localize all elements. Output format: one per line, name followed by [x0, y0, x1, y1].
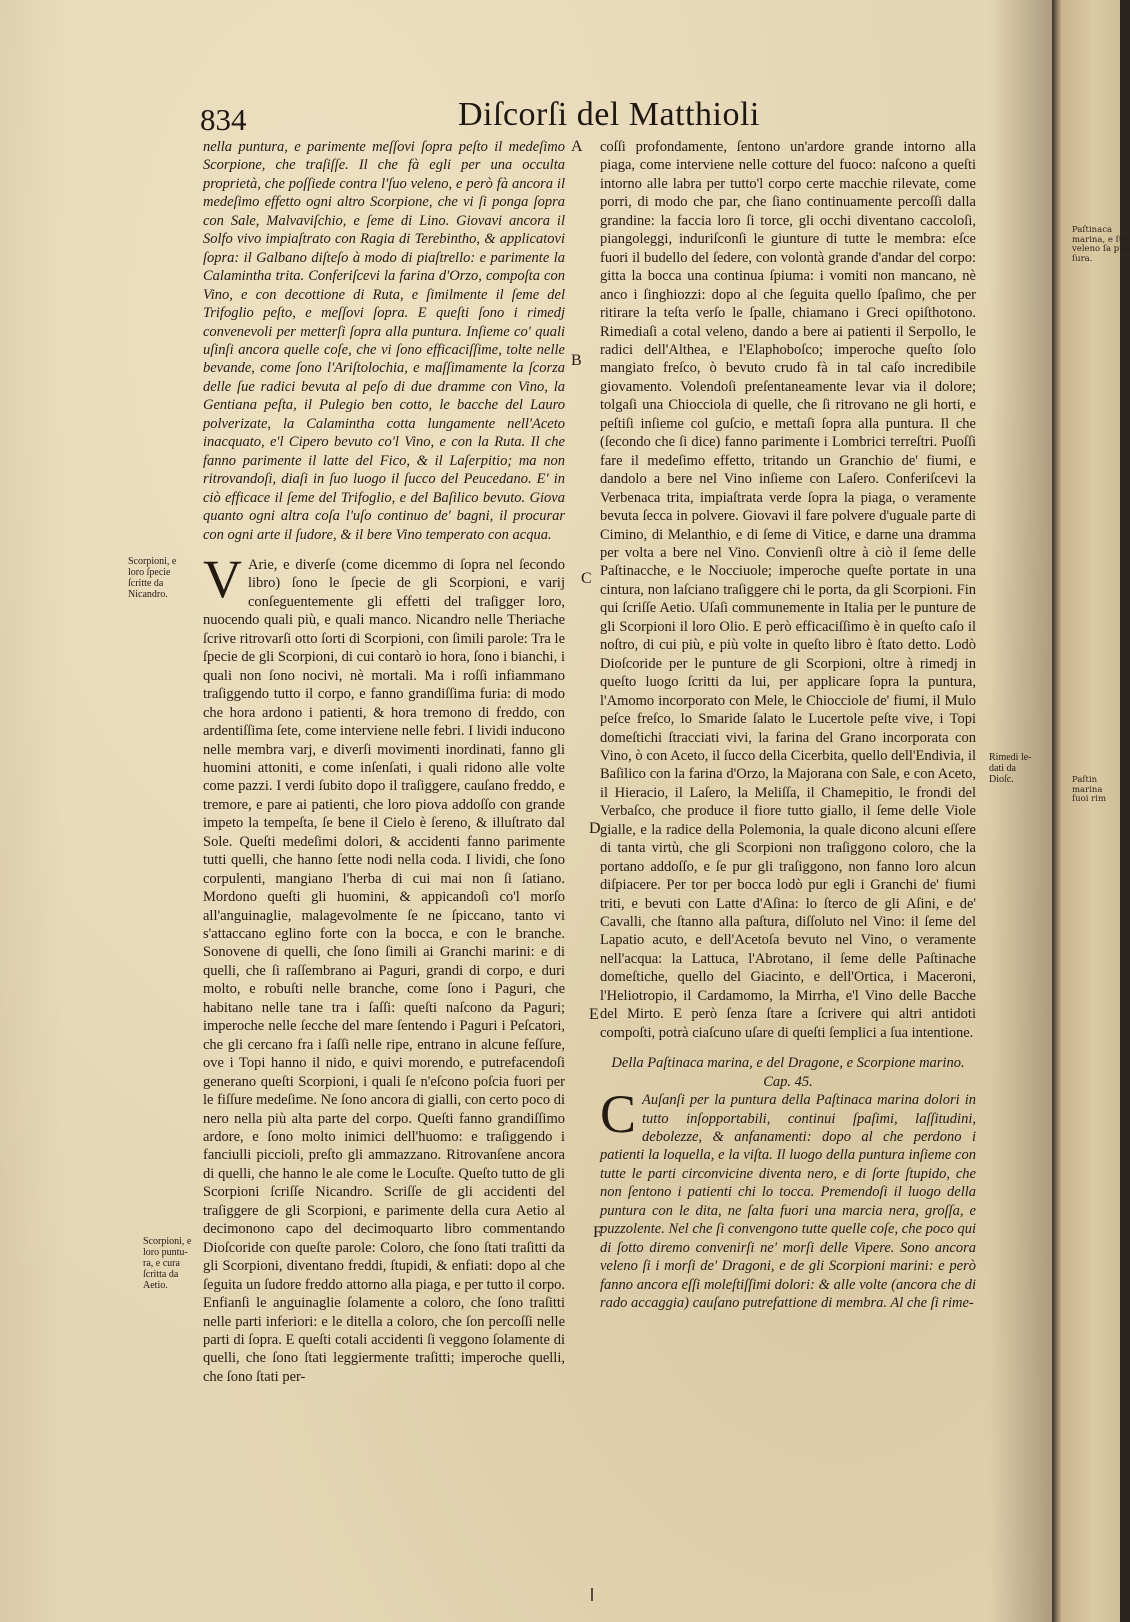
section-marker-b: B	[571, 352, 582, 369]
margin-note-nicandro: Scorpioni, e loro ſpecie ſcritte da Nicandro.	[128, 556, 177, 600]
adjacent-note-2: Paſtin marina ſuoi rim	[1072, 775, 1106, 804]
chapter-text: Auſanſi per la puntura della Paſtinaca marina dolori in tutto inſopportabili, continui ſpaſimi, laſſitudini, debolezze, & anfanamenti: dopo al che perdono i patienti la loquella, e la viſta. Il luogo della puntura inſieme con tutte le parti circonvicine diventa nero, e di ſorte ſtupido, che non ſentono i patienti chi lo tocca. Premendoſi il luogo della puntura con le dita, ne ſalta fuori una marcia nera, groſſa, e puzzolente. Nel che ſi convengono tutte quelle coſe, che poco qui di ſotto diremo convenirſi ne' morſi delle Vipere. Sono ancora veleno ſi i morſi de' Dragoni, e de gli Scorpioni marini: e però fanno ancora eſſi moleſtiſſimi dolori: & alle volte (ancora che di rado accaggia) cauſano putrefattione di membra. Al che ſi rime-	[600, 1092, 976, 1312]
right-roman-paragraph: coſſi profondamente, ſentono un'ardore grande intorno alla piaga, come interviene nelle cotture del fuoco: naſcono a queſti intorno alle labra per tutto'l corpo certe macchie rilevate, come porri, di modo che par, che ſiano continuamente percoſſi dalla grandine: la faccia loro ſi torce, gli occhi diventano caccoloſi, piangoleggi, induriſconſi le giunture di tutte le membra: eſce fuori il budello del ſedere, con volontà grande d'andar del corpo: gitta la bocca una continua ſpiuma: i vomiti non mancano, nè anco i ſinghiozzi: dopo al che ſeguita quello ſpaſimo, che per ritirare la teſta verſo le ſpalle, chiamano i Greci opiſthotono. Rimediaſi a cotal veleno, dando a bere ai patienti il Serpollo, le radici dell'Althea, e l'Elaphoboſco; imperoche queſto ſolo mangiato freſco, ò bevuto crudo fà in tal caſo incredibile giovamento. Volendoſi preſentaneamente levar via il dolore; tolgaſi una Chiocciola di quelle, che ſi ritrovano ne gli horti, e peſtiſi inſieme col guſcio, e mettaſi ſopra alla puntura. Il che (ſecondo che ſi dice) fanno parimente i Lombrici terreſtri. Puoſſi fare il medeſimo effetto, tritando un Granchio de' fiumi, e dandolo a bere nel Vino inſieme con Laſero. Conferiſcevi la Verbenaca trita, impiaſtrata verde ſopra la piaga, o veramente bevuta ſecca in polvere. Giovavi il fare polvere d'uguale parte di Cimino, di Melanthio, e di ſeme di Vitice, e darne una dramma per volta a bere nel Vino. Convienſi oltre à ciò il ſeme delle Paſtinacche, e le Nocciuole; imperoche queſte portate in una cintura, non laſciano traſiggere chi le porta, da gli Scorpioni. Fin qui ſcriſſe Aetio. Uſaſi communemente in Italia per le punture de gli Scorpioni il loro Olio. E però efficaciſſimo è in queſto caſo il noſtro, di cui più, e più volte in queſto libro è ſtato detto. Lodò Dioſcoride per le punture de gli Scorpioni, oltre à rimedj in queſto luogo ſcritti da lui, per applicare ſopra la puntura, l'Amomo incorporato con Mele, le Chiocciole de' fiumi, il Mulo peſce freſco, lo Smaride ſalato le Lucertole peſte vive, i Topi domeſtichi ſtracciati vivi, la farina del Grano incorporata con Vino, ò con Aceto, il ſucco della Cicerbita, quello dell'Endivia, il Baſilico con la farina d'Orzo, la Majorana con Sale, e con Aceto, il Hieracio, il Laſero, la Meliſſa, il Chamepitio, le frondi del Verbaſco, che produce il fiore tutto giallo, il ſeme delle Viole gialle, e la radice della Polemonia, la quale dicono alcuni eſſere di tanta virtù, che gli Scorpioni non traſiggono coloro, che la portano addoſſo, e ſe pur gli traſiggono, non fanno loro alcun diſpiacere. Per tor per bocca lodò pur egli i Granchi de' fiumi triti, e bevuti con Latte d'Aſina: lo ſterco de gli Aſini, e de' Cavalli, che ſtanno alla paſtura, diſſoluto nel Vino: il ſeme del Lapatio acuto, e dell'Acetoſa bevuto nel Vino, o veramente nell'acqua: la Lattuca, l'Abrotano, il ſeme delle Paſtinache domeſtiche, quello del Giacinto, e dell'Ortica, i Maceroni, l'Heliotropio, il Cardamomo, la Mirrha, e'l Vino delle Bacche del Mirto. E però ſenza ſtare a ſcrivere qui altri antidoti compoſti, potrà ciaſcuno uſare di queſti ſemplici a ſua intentione.	[600, 139, 976, 1041]
chapter-paragraph	[600, 1084, 976, 1312]
margin-note-aetio: Scorpioni, e loro puntu- ra, e cura ſcritta da Aetio.	[143, 1236, 192, 1291]
page-header	[200, 96, 980, 136]
section-marker-f: F	[593, 1224, 602, 1241]
left-italic-paragraph: nella puntura, e parimente meſſovi ſopra peſto il medeſimo Scorpione, che traſiſſe. Il che fà egli per una occulta proprietà, che poſſiede contra l'ſuo veleno, e però fà ancora il medeſimo effetto ogni altro Scorpione, che vi ſi ponga ſopra con Sale, Malvaviſchio, e ſeme di Lino. Giovavi ancora il Solfo vivo impiaſtrato con Ragia di Terebintho, & applicatovi ſopra: il Galbano diſteſo à modo di piaſtrello: e parimente la Calamintha trita. Conferiſcevi la farina d'Orzo, compoſta con Vino, e con decottione di Ruta, e ſimilmente il ſeme del Trifoglio peſto, e meſſovi ſopra. E queſti ſono i rimedj convenevoli per metterſi ſopra alla puntura. Inſieme co' quali uſinſi ancora quelle coſe, che vi ſono efficaciſſime, tolte nelle bevande, come ſono l'Ariſtolochia, e maſſimamente la ſcorza delle ſue radici bevuta al peſo di due dramme con Vino, la Gentiana peſta, il Pulegio ben cotto, le bacche del Lauro polverizate, la Calamintha cotta lungamente nell'Aceto inacquato, e'l Cipero bevuto co'l Vino, e con la Ruta. Il che fanno parimente il latte del Fico, & il Laſerpitio; ma non ritrovandoſi, diaſi in ſuo luogo il ſucco del Peucedano. E' in ciò efficace il ſeme del Trifoglio, e del Baſilico bevuto. Giova quanto ogni altra coſa l'uſo continuo de' bagni, il procurar con ogni arte il ſudore, & il bere Vino temperato con acqua.	[203, 139, 565, 543]
margin-note-dioscoride: Rimedi le- dati da Dioſc.	[989, 752, 1032, 785]
page-number: 834	[200, 102, 247, 137]
right-column	[600, 138, 976, 1313]
dropcap-c: C	[600, 1084, 637, 1145]
left-column	[203, 138, 565, 1386]
section-marker-a: A	[571, 138, 583, 155]
section-marker-c: C	[581, 570, 592, 587]
adjacent-note-1: Paſtinaca marina, e ſua veleno ſa pùn ſura.	[1072, 225, 1130, 264]
gutter-mark	[591, 1588, 593, 1601]
section-marker-d: D	[589, 820, 601, 837]
chapter-heading: Della Paſtinaca marina, e del Dragone, e Scorpione marino. Cap. 45.	[611, 1055, 965, 1090]
dropcap-v: V	[203, 548, 242, 609]
left-roman-text: Arie, e diverſe (come dicemmo di ſopra nel ſecondo libro) ſono le ſpecie de gli Scorpioni, e varij conſeguentemente gli effetti del traſigger loro, nuocendo quali più, e quali manco. Nicandro nelle Theriache ſcrive ritrovarſi otto ſorti di Scorpioni, con ſimili parole: Tra le ſpecie de gli Scorpioni, di cui contarò io hora, ſono i bianchi, i quali non ſono nocivi, nè mortali. Ma i roſſi infiammano traſiggendo tutto il corpo, e fanno grandiſſima furia: di modo che hora ardono i patienti, & hora tremono di freddo, con ardentiſſima ſete, come interviene nelle febri. I lividi inducono nelle membra varj, e diverſi movimenti inordinati, fanno gli huomini attoniti, e come inſenſati, i quali ridono alle volte come pazzi. I verdi ſubito dopo il traſiggere, cauſano freddo, e tremore, e pare ai patienti, che loro piova addoſſo con grande impeto la tempeſta, ſe bene il Cielo è ſereno, & illuſtrato dal Sole. Queſti medeſimi dolori, & accidenti fanno parimente tutti quelli, che hanno ſette nodi nella coda. I lividi, che ſono corpulenti, mangiano l'herba di cui mai non ſi ſatiano. Mordono queſti gli huomini, & appicandoſi co'l morſo all'anguinaglie, malagevolmente ſe ne ſpiccano, tanto vi s'attaccano eglino forte con la bocca, e con le branche. Sonovene di quelli, che ſono ſimili ai Granchi marini: e di quelli, che ſi raſſembrano ai Paguri, grandi di corpo, e duri molto, e robuſti nelle branche, come ſono i Paguri, che habitano nelle tane tra i ſaſſi: queſti naſcono da Paguri; imperoche nelle ſecche del mare ſentendo i Paguri i Peſcatori, che gli cercano fra i ſaſſi nelle ripe, entrano in alcune feſſure, ove i Topi hanno il nido, e quivi morendo, e putrefacendoſi generano queſti Scorpioni, i quali ſe n'eſcono poſcia fuori per le fiſſure medeſime. Ne ſono ancora di gialli, con certo poco di nero nella più alta parte del corpo. Queſti fanno grandiſſimo ardore, e ſono molto inimici dell'huomo: e traſiggendo i fanciulli piccioli, preſto gli ammazzano. Ritrovanſene ancora di quelli, che hanno le ale come le Locuſte. Queſto tutto de gli Scorpioni ſcriſſe Nicandro. Scriſſe de gli accidenti del traſiggere de gli Scorpioni, e parimente della cura Aetio al decimonono capo del decimoquarto libro commentando Dioſcoride con queſte parole: Coloro, che ſono ſtati traſitti da gli Scorpioni, diventano freddi, ſtupidi, & enfiati: dopo al che ſeguita un ſudore freddo attorno alla piaga, e per tutto il corpo. Enfianſi le anguinaglie ſolamente a coloro, che ſono traſitti nelle parti inferiori: e le ditella a coloro, che ſon percoſſi nelle parti di ſopra. E queſti cotali accidenti ſi veggono ſolamente di quelli, che ſono ſtati leggiermente traſitti; imperoche quelli, che ſono ſtati per-	[203, 556, 565, 1385]
running-title: Diſcorſi del Matthioli	[458, 96, 760, 133]
section-marker-e: E	[589, 1006, 599, 1023]
left-roman-paragraph	[203, 548, 565, 1386]
